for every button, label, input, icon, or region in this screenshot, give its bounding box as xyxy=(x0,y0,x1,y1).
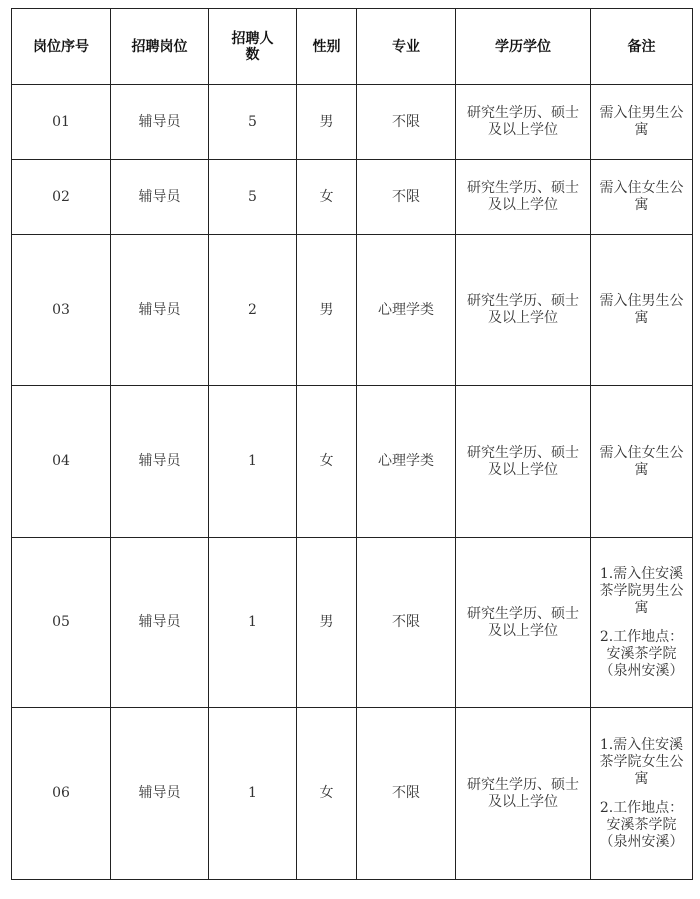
cell-education: 研究生学历、硕士及以上学位 xyxy=(456,85,591,160)
cell-gender: 女 xyxy=(297,708,357,880)
header-notes: 备注 xyxy=(591,9,693,85)
cell-notes xyxy=(591,708,693,880)
table-row xyxy=(12,160,693,235)
cell-position: 辅导员 xyxy=(111,235,209,386)
cell-major: 不限 xyxy=(357,538,456,708)
cell-gender: 女 xyxy=(297,386,357,538)
cell-position-id: 02 xyxy=(12,160,111,235)
cell-position: 辅导员 xyxy=(111,708,209,880)
cell-education: 研究生学历、硕士及以上学位 xyxy=(456,235,591,386)
cell-notes xyxy=(591,386,693,538)
cell-position-id: 04 xyxy=(12,386,111,538)
cell-major: 心理学类 xyxy=(357,235,456,386)
table-row xyxy=(12,386,693,538)
note-line: 需入住女生公寓 xyxy=(599,180,684,213)
cell-education: 研究生学历、硕士及以上学位 xyxy=(456,538,591,708)
header-gender: 性别 xyxy=(297,9,357,85)
header-count: 招聘人数 xyxy=(209,9,297,85)
cell-notes xyxy=(591,538,693,708)
table-row xyxy=(12,235,693,386)
cell-count: 5 xyxy=(209,85,297,160)
table-row xyxy=(12,708,693,880)
header-position: 招聘岗位 xyxy=(111,9,209,85)
cell-major: 不限 xyxy=(357,160,456,235)
recruitment-table xyxy=(11,8,693,880)
cell-count: 1 xyxy=(209,538,297,708)
cell-position: 辅导员 xyxy=(111,538,209,708)
table-row xyxy=(12,85,693,160)
cell-major: 心理学类 xyxy=(357,386,456,538)
table-header-row xyxy=(12,9,693,85)
note-spacer xyxy=(597,788,686,800)
cell-count: 5 xyxy=(209,160,297,235)
recruitment-table-sheet xyxy=(11,8,693,880)
cell-education: 研究生学历、硕士及以上学位 xyxy=(456,386,591,538)
note-line: 需入住女生公寓 xyxy=(599,444,684,478)
note-spacer xyxy=(597,617,686,629)
note-line: 1.需入住安溪茶学院女生公寓 xyxy=(599,736,684,787)
cell-position-id: 06 xyxy=(12,708,111,880)
note-line: 1.需入住安溪茶学院男生公寓 xyxy=(599,565,684,616)
header-major: 专业 xyxy=(357,9,456,85)
cell-gender: 女 xyxy=(297,160,357,235)
cell-notes xyxy=(591,235,693,386)
cell-gender: 男 xyxy=(297,85,357,160)
cell-gender: 男 xyxy=(297,235,357,386)
cell-position: 辅导员 xyxy=(111,386,209,538)
note-line: 2.工作地点：安溪茶学院（泉州安溪） xyxy=(599,799,684,850)
cell-count: 1 xyxy=(209,708,297,880)
cell-position-id: 05 xyxy=(12,538,111,708)
cell-education: 研究生学历、硕士及以上学位 xyxy=(456,160,591,235)
cell-notes xyxy=(591,85,693,160)
header-education: 学历学位 xyxy=(456,9,591,85)
cell-position-id: 03 xyxy=(12,235,111,386)
cell-gender: 男 xyxy=(297,538,357,708)
cell-major: 不限 xyxy=(357,708,456,880)
cell-education: 研究生学历、硕士及以上学位 xyxy=(456,708,591,880)
note-line: 需入住男生公寓 xyxy=(599,293,684,326)
cell-major: 不限 xyxy=(357,85,456,160)
table-row xyxy=(12,538,693,708)
cell-notes xyxy=(591,160,693,235)
cell-count: 1 xyxy=(209,386,297,538)
cell-position-id: 01 xyxy=(12,85,111,160)
cell-position: 辅导员 xyxy=(111,160,209,235)
cell-count: 2 xyxy=(209,235,297,386)
note-line: 2.工作地点：安溪茶学院（泉州安溪） xyxy=(599,628,684,679)
header-position-id: 岗位序号 xyxy=(12,9,111,85)
cell-position: 辅导员 xyxy=(111,85,209,160)
note-line: 需入住男生公寓 xyxy=(599,105,684,138)
